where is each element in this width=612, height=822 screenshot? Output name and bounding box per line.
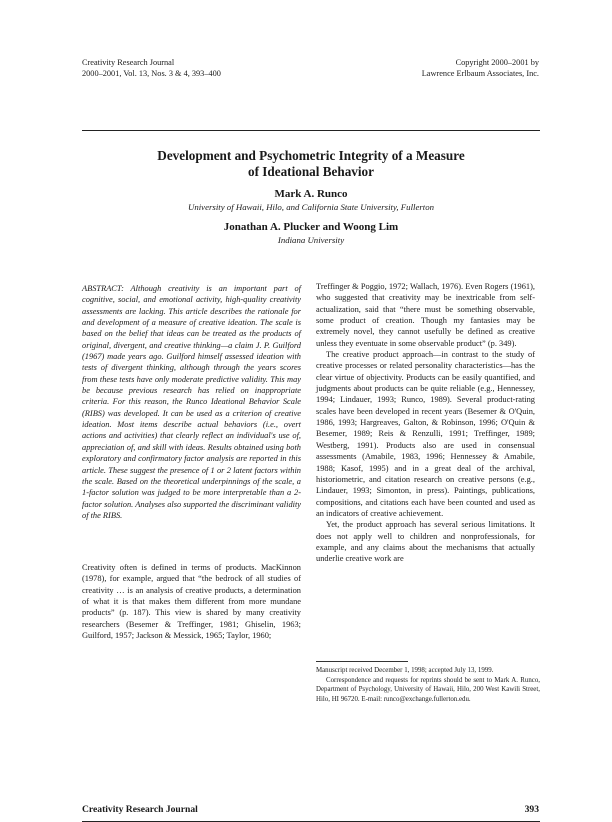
body-paragraph: Yet, the product approach has several serious limitations. It does not apply well to children and nonprofessionals, for example, and any claims about the mechanisms that actually underlie creative work are	[316, 520, 535, 564]
footnote	[316, 666, 540, 704]
affiliation-1: University of Hawaii, Hilo, and California State University, Fullerton	[187, 202, 435, 212]
publisher-line: Lawrence Erlbaum Associates, Inc.	[421, 69, 539, 78]
footnote-rule	[316, 661, 408, 662]
author-1: Mark A. Runco	[274, 188, 348, 200]
affiliation-2: Indiana University	[277, 235, 345, 245]
page-number: 393	[524, 804, 539, 815]
footer-journal: Creativity Research Journal	[82, 804, 198, 815]
body-column-right	[316, 281, 535, 565]
body-paragraph: Creativity often is defined in terms of products. MacKinnon (1978), for example, argued that “the bedrock of all studies of creativity … is an analysis of creative products, a determination of what it is that makes them different from more mundane products” (p. 187). This view is shared by many creativity researchers (Besemer & Treffinger, 1981; Ghiselin, 1963; Guilford, 1957; Jackson & Messick, 1965; Taylor, 1960;	[82, 563, 301, 641]
abstract	[82, 283, 301, 521]
title-line-1: Development and Psychometric Integrity of a Measure	[157, 148, 465, 163]
footnote-received: Manuscript received December 1, 1998; accepted July 13, 1999.	[316, 667, 494, 674]
title-line-2: of Ideational Behavior	[247, 164, 374, 179]
running-header-left	[82, 57, 221, 79]
author-2: Jonathan A. Plucker and Woong Lim	[223, 221, 399, 233]
top-rule	[82, 130, 540, 131]
body-column-left	[82, 562, 301, 641]
journal-name: Creativity Research Journal	[82, 58, 175, 67]
article-title	[82, 148, 540, 180]
body-paragraph: The creative product approach—in contrast to the study of creative processes or related personality characteristics—has the clear virtue of objectivity. Products can be easily quantified, and judgments about products can be quite reliable (e.g., Hennessey, 1994; Lindauer, 1993; Runco, 1989). Several product-rating scales have been developed in recent years (Besemer & O'Quin, 1986, 1993; Hargreaves, Galton, & Robinson, 1996; O'Quin & Besemer, 1989; Reis & Renzulli, 1991; Treffinger, 1989; Westberg, 1991). Products also are used in consensual assessments (Amabile, 1983, 1996; Hennessey & Amabile, 1988; Kasof, 1995) and in a great deal of the archival, historiometric, and citation research on creative persons (e.g., Lindauer, 1993; Simonton, in press). Paintings, publications, compositions, and citations each have been counted and used as an indicators of creative achievement.	[316, 350, 535, 518]
body-paragraph: Treffinger & Poggio, 1972; Wallach, 1976). Even Rogers (1961), who suggested that creativity may be inextricable from self-actualization, said that “there must be something observable, some product of creation. Though my fantasies may be extremely novel, they cannot usefully be defined as creative unless they eventuate in some observable product” (p. 349).	[316, 282, 535, 348]
copyright-line: Copyright 2000–2001 by	[455, 58, 539, 67]
volume-info: 2000–2001, Vol. 13, Nos. 3 & 4, 393–400	[82, 69, 221, 78]
footnote-correspondence: Correspondence and requests for reprints should be sent to Mark A. Runco, Department of Psychology, University of Hawaii, Hilo, 200 West Kawili Street, Hilo, HI 96720. E-mail: runco@exchange.fullerton.edu.	[316, 676, 540, 703]
abstract-text: ABSTRACT: Although creativity is an important part of cognitive, social, and emotional activity, high-quality creativity assessments are lacking. This article describes the rationale for and development of a measure of creative ideation. The scale is based on the belief that ideas can be treated as the products of original, divergent, and creative thinking—a claim J. P. Guilford (1967) made years ago. Guilford himself assessed ideation with tests of divergent thinking, although through the years scores from these tests have only moderate predictive validity. This may be because previous research has relied on inappropriate criteria. For this reason, the Runco Ideational Behavior Scale (RIBS) was developed. It can be used as a criterion of creative ideation. Most items describe actual behaviors (i.e., overt actions and activities) that clearly reflect an individual's use of, appreciation of, and skill with ideas. Results obtained using both exploratory and confirmatory factor analysis are reported in this article. These suggest the presence of 1 or 2 latent factors within the scale. Based on the theoretical underpinnings of the scale, a 1-factor solution was judged to be more interpretable than a 2-factor solution. Analyses also supported the discriminant validity of the RIBS.	[82, 284, 301, 520]
running-header-right	[422, 57, 539, 79]
